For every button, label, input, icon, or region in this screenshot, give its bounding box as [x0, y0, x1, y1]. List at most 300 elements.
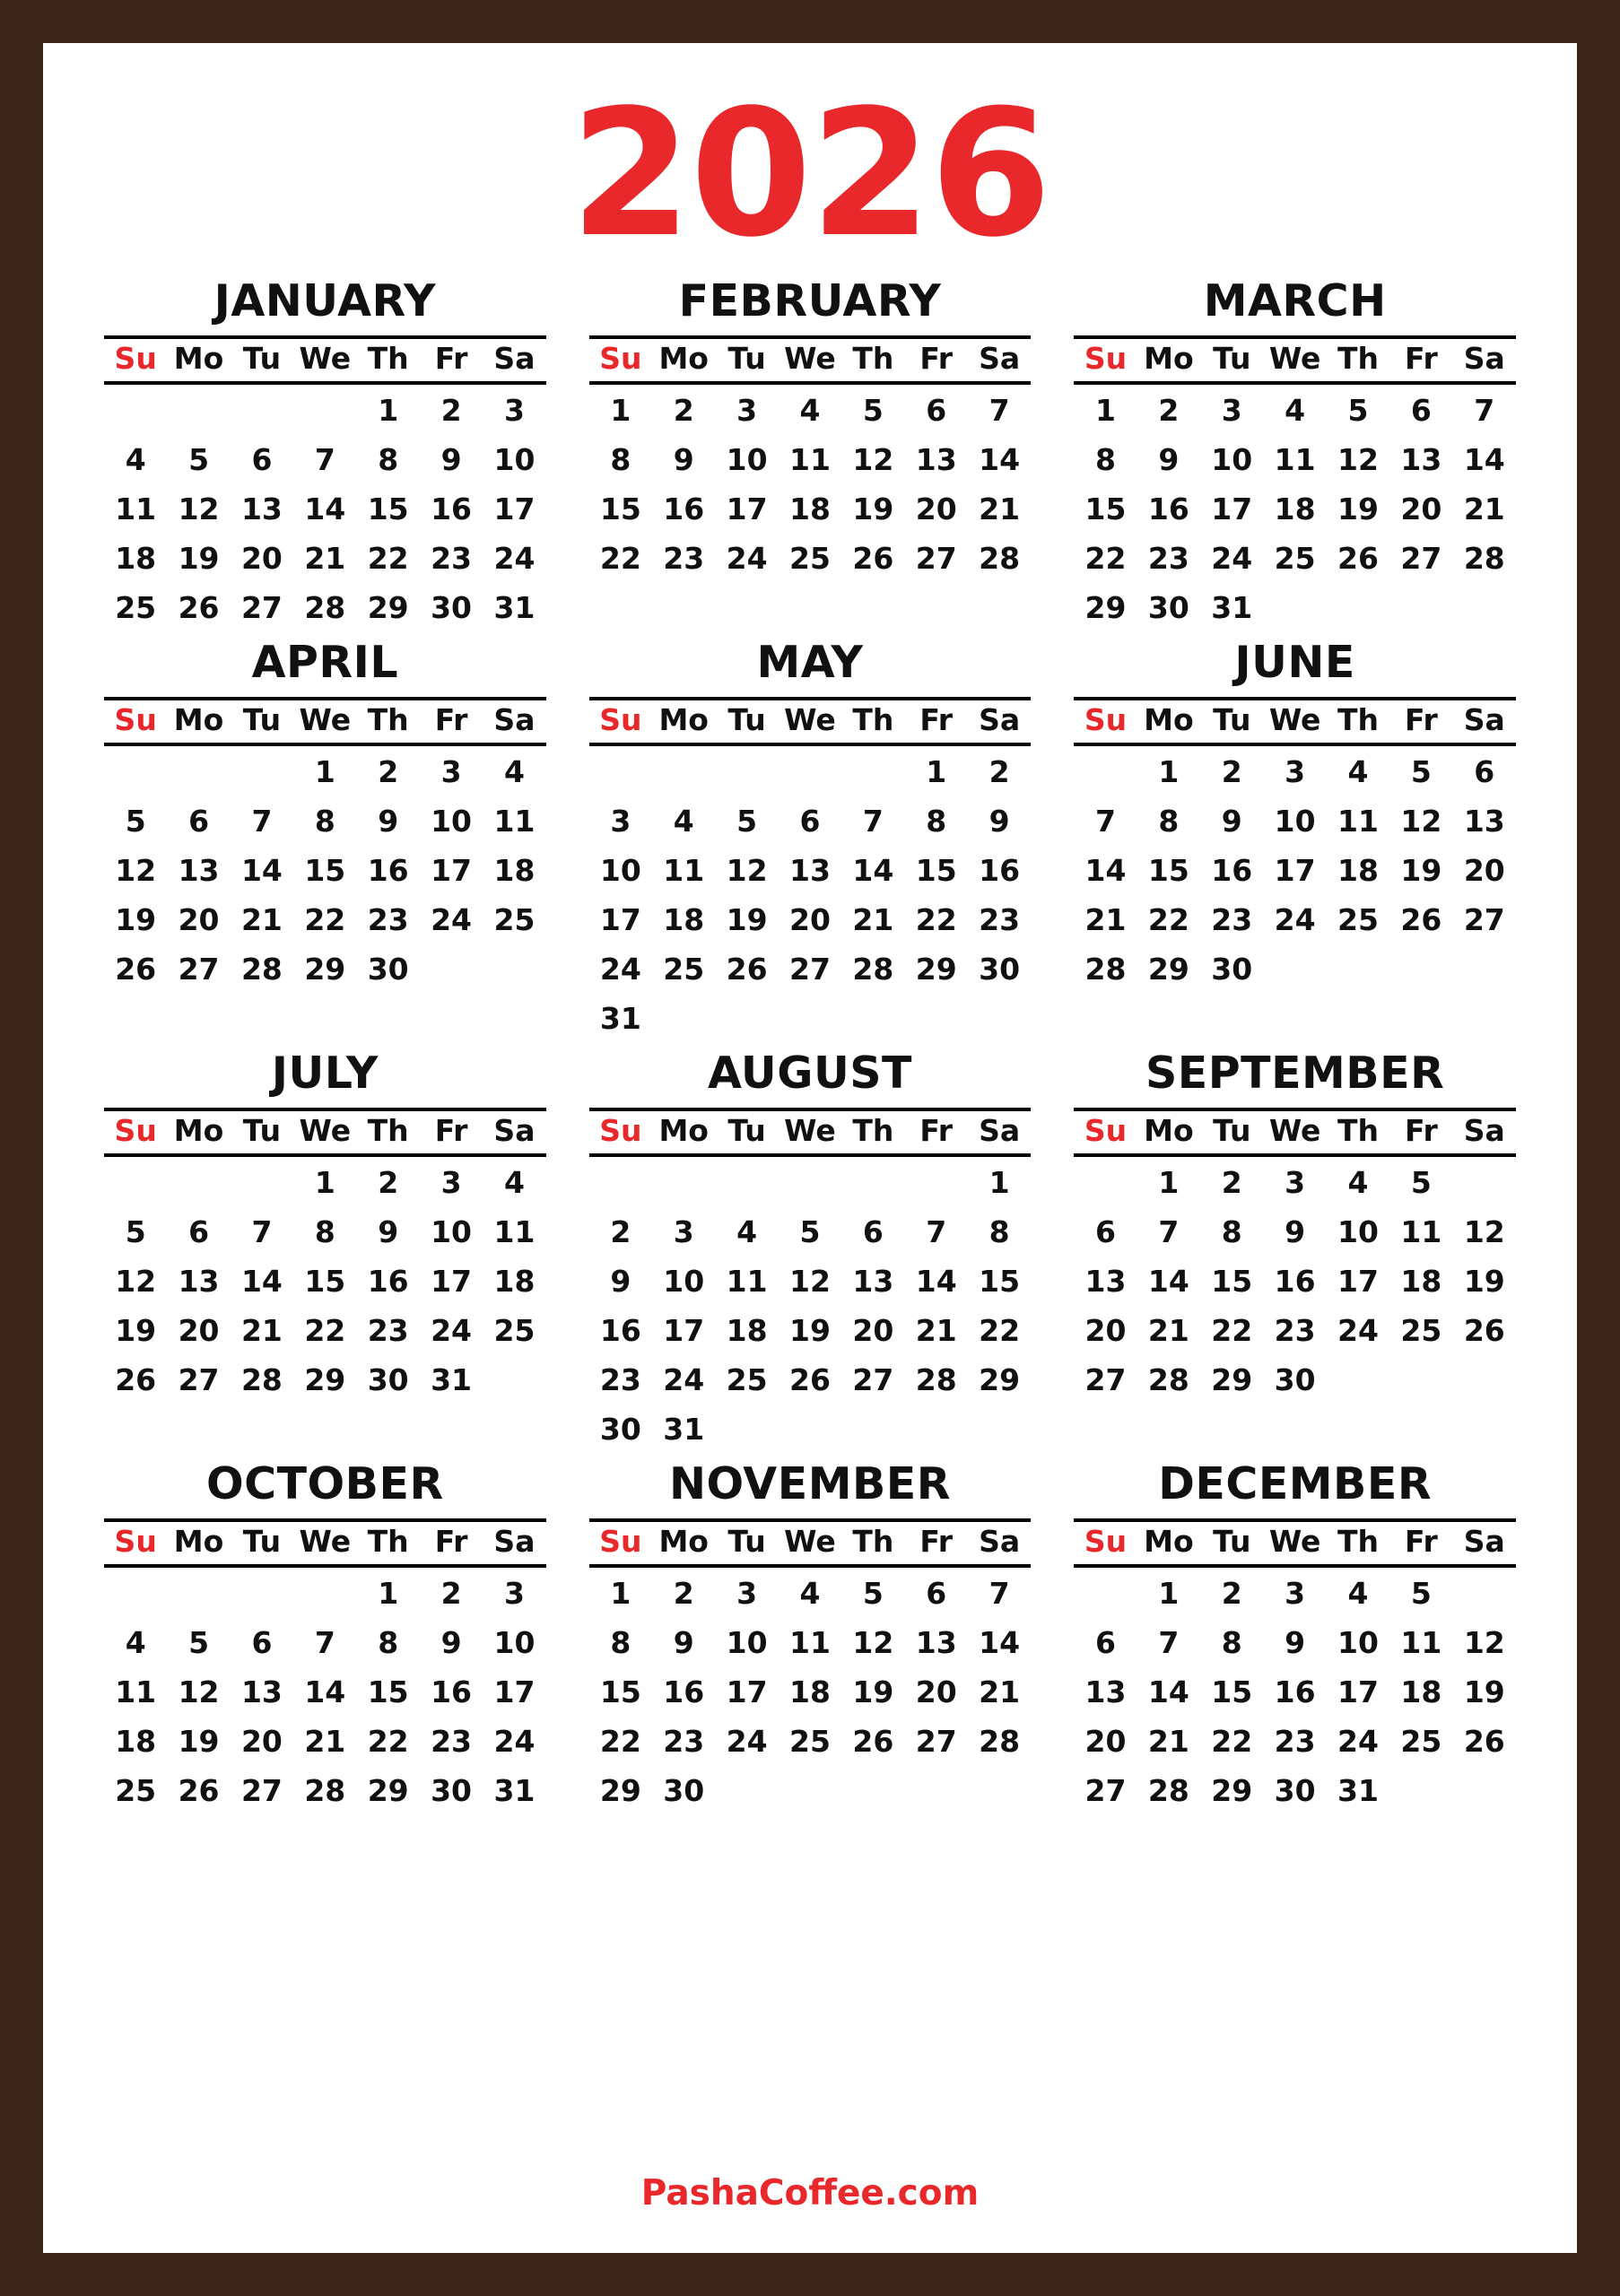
- day-cell[interactable]: 3: [736, 1575, 758, 1611]
- day-cell[interactable]: 12: [789, 1263, 831, 1299]
- day-cell[interactable]: 3: [503, 392, 525, 428]
- day-cell[interactable]: 16: [1274, 1674, 1316, 1709]
- day-cell[interactable]: 16: [1147, 491, 1189, 526]
- day-cell[interactable]: 30: [1274, 1361, 1316, 1397]
- day-cell[interactable]: 8: [378, 1624, 399, 1660]
- day-cell[interactable]: 14: [915, 1263, 957, 1299]
- day-cell[interactable]: 7: [314, 441, 335, 477]
- day-cell[interactable]: 27: [178, 1361, 220, 1397]
- day-cell[interactable]: 6: [926, 392, 947, 428]
- day-cell[interactable]: 4: [799, 392, 821, 428]
- day-cell[interactable]: 29: [979, 1361, 1021, 1397]
- day-cell[interactable]: 12: [1337, 441, 1379, 477]
- day-cell[interactable]: 5: [1410, 753, 1432, 789]
- day-cell[interactable]: 19: [178, 1723, 220, 1759]
- day-cell[interactable]: 23: [431, 540, 473, 576]
- day-cell[interactable]: 21: [1084, 901, 1127, 937]
- day-cell[interactable]: 7: [1095, 803, 1116, 839]
- day-cell[interactable]: 13: [915, 441, 957, 477]
- day-cell[interactable]: 25: [726, 1361, 768, 1397]
- day-cell[interactable]: 4: [799, 1575, 821, 1611]
- day-cell[interactable]: 28: [979, 1723, 1021, 1759]
- day-cell[interactable]: 17: [1211, 491, 1253, 526]
- day-cell[interactable]: 7: [989, 392, 1010, 428]
- day-cell[interactable]: 12: [726, 852, 768, 888]
- day-cell[interactable]: 19: [115, 901, 157, 937]
- day-cell[interactable]: 17: [493, 491, 536, 526]
- day-cell[interactable]: 2: [1221, 1164, 1242, 1200]
- day-cell[interactable]: 19: [726, 901, 768, 937]
- day-cell[interactable]: 23: [979, 901, 1021, 937]
- day-cell[interactable]: 17: [726, 1674, 768, 1709]
- day-cell[interactable]: 14: [304, 1674, 346, 1709]
- day-cell[interactable]: 27: [915, 540, 957, 576]
- day-cell[interactable]: 19: [1463, 1674, 1505, 1709]
- day-cell[interactable]: 15: [1211, 1263, 1253, 1299]
- day-cell[interactable]: 3: [440, 753, 462, 789]
- day-cell[interactable]: 12: [115, 1263, 157, 1299]
- day-cell[interactable]: 7: [1158, 1624, 1180, 1660]
- day-cell[interactable]: 5: [125, 1213, 146, 1249]
- day-cell[interactable]: 16: [431, 491, 473, 526]
- day-cell[interactable]: 9: [610, 1263, 631, 1299]
- day-cell[interactable]: 16: [663, 1674, 705, 1709]
- day-cell[interactable]: 1: [989, 1164, 1010, 1200]
- day-cell[interactable]: 24: [1337, 1723, 1379, 1759]
- day-cell[interactable]: 31: [1211, 589, 1253, 625]
- day-cell[interactable]: 7: [989, 1575, 1010, 1611]
- day-cell[interactable]: 29: [1211, 1772, 1253, 1808]
- day-cell[interactable]: 9: [378, 803, 399, 839]
- day-cell[interactable]: 10: [726, 441, 768, 477]
- day-cell[interactable]: 11: [663, 852, 705, 888]
- day-cell[interactable]: 30: [1147, 589, 1189, 625]
- day-cell[interactable]: 4: [503, 1164, 525, 1200]
- day-cell[interactable]: 20: [915, 1674, 957, 1709]
- day-cell[interactable]: 28: [852, 951, 894, 987]
- day-cell[interactable]: 21: [915, 1312, 957, 1348]
- day-cell[interactable]: 11: [493, 1213, 536, 1249]
- day-cell[interactable]: 17: [431, 1263, 473, 1299]
- day-cell[interactable]: 14: [1147, 1263, 1189, 1299]
- day-cell[interactable]: 30: [431, 589, 473, 625]
- day-cell[interactable]: 18: [663, 901, 705, 937]
- day-cell[interactable]: 11: [1400, 1213, 1442, 1249]
- day-cell[interactable]: 3: [1221, 392, 1242, 428]
- day-cell[interactable]: 1: [926, 753, 947, 789]
- day-cell[interactable]: 2: [1221, 753, 1242, 789]
- day-cell[interactable]: 29: [1084, 589, 1127, 625]
- day-cell[interactable]: 5: [188, 441, 210, 477]
- day-cell[interactable]: 21: [1147, 1723, 1189, 1759]
- day-cell[interactable]: 2: [378, 753, 399, 789]
- day-cell[interactable]: 6: [862, 1213, 884, 1249]
- day-cell[interactable]: 26: [1463, 1723, 1505, 1759]
- day-cell[interactable]: 28: [1084, 951, 1127, 987]
- day-cell[interactable]: 13: [178, 852, 220, 888]
- day-cell[interactable]: 24: [493, 540, 536, 576]
- day-cell[interactable]: 19: [178, 540, 220, 576]
- day-cell[interactable]: 23: [367, 1312, 409, 1348]
- day-cell[interactable]: 19: [115, 1312, 157, 1348]
- day-cell[interactable]: 13: [240, 1674, 283, 1709]
- day-cell[interactable]: 24: [431, 901, 473, 937]
- day-cell[interactable]: 22: [367, 1723, 409, 1759]
- day-cell[interactable]: 24: [493, 1723, 536, 1759]
- day-cell[interactable]: 12: [1400, 803, 1442, 839]
- day-cell[interactable]: 18: [115, 540, 157, 576]
- day-cell[interactable]: 14: [979, 1624, 1021, 1660]
- day-cell[interactable]: 29: [304, 1361, 346, 1397]
- day-cell[interactable]: 28: [1147, 1772, 1189, 1808]
- day-cell[interactable]: 15: [1084, 491, 1127, 526]
- day-cell[interactable]: 28: [1463, 540, 1505, 576]
- day-cell[interactable]: 27: [852, 1361, 894, 1397]
- day-cell[interactable]: 8: [314, 803, 335, 839]
- day-cell[interactable]: 20: [789, 901, 831, 937]
- day-cell[interactable]: 6: [1095, 1624, 1116, 1660]
- day-cell[interactable]: 7: [251, 1213, 273, 1249]
- day-cell[interactable]: 1: [1158, 1164, 1180, 1200]
- day-cell[interactable]: 27: [1400, 540, 1442, 576]
- day-cell[interactable]: 3: [440, 1164, 462, 1200]
- day-cell[interactable]: 15: [367, 1674, 409, 1709]
- day-cell[interactable]: 23: [599, 1361, 641, 1397]
- day-cell[interactable]: 17: [599, 901, 641, 937]
- day-cell[interactable]: 11: [789, 1624, 831, 1660]
- day-cell[interactable]: 27: [789, 951, 831, 987]
- day-cell[interactable]: 12: [1463, 1624, 1505, 1660]
- day-cell[interactable]: 17: [1274, 852, 1316, 888]
- day-cell[interactable]: 8: [610, 441, 631, 477]
- day-cell[interactable]: 30: [1274, 1772, 1316, 1808]
- day-cell[interactable]: 2: [440, 1575, 462, 1611]
- day-cell[interactable]: 14: [304, 491, 346, 526]
- day-cell[interactable]: 15: [304, 1263, 346, 1299]
- day-cell[interactable]: 26: [1463, 1312, 1505, 1348]
- day-cell[interactable]: 1: [314, 1164, 335, 1200]
- day-cell[interactable]: 15: [599, 1674, 641, 1709]
- day-cell[interactable]: 4: [1347, 1164, 1369, 1200]
- day-cell[interactable]: 22: [915, 901, 957, 937]
- day-cell[interactable]: 11: [1274, 441, 1316, 477]
- day-cell[interactable]: 31: [1337, 1772, 1379, 1808]
- day-cell[interactable]: 18: [1400, 1263, 1442, 1299]
- day-cell[interactable]: 22: [1147, 901, 1189, 937]
- day-cell[interactable]: 31: [599, 1000, 641, 1036]
- day-cell[interactable]: 3: [610, 803, 631, 839]
- day-cell[interactable]: 20: [1084, 1723, 1127, 1759]
- day-cell[interactable]: 9: [1285, 1624, 1306, 1660]
- day-cell[interactable]: 19: [789, 1312, 831, 1348]
- day-cell[interactable]: 22: [979, 1312, 1021, 1348]
- day-cell[interactable]: 14: [240, 1263, 283, 1299]
- day-cell[interactable]: 8: [926, 803, 947, 839]
- day-cell[interactable]: 31: [493, 589, 536, 625]
- day-cell[interactable]: 31: [663, 1411, 705, 1447]
- day-cell[interactable]: 13: [852, 1263, 894, 1299]
- day-cell[interactable]: 22: [1084, 540, 1127, 576]
- day-cell[interactable]: 24: [663, 1361, 705, 1397]
- day-cell[interactable]: 2: [1221, 1575, 1242, 1611]
- day-cell[interactable]: 5: [125, 803, 146, 839]
- day-cell[interactable]: 15: [367, 491, 409, 526]
- day-cell[interactable]: 31: [493, 1772, 536, 1808]
- day-cell[interactable]: 1: [1158, 753, 1180, 789]
- day-cell[interactable]: 24: [431, 1312, 473, 1348]
- day-cell[interactable]: 5: [862, 392, 884, 428]
- day-cell[interactable]: 2: [440, 392, 462, 428]
- day-cell[interactable]: 1: [1095, 392, 1116, 428]
- day-cell[interactable]: 1: [610, 392, 631, 428]
- day-cell[interactable]: 5: [862, 1575, 884, 1611]
- day-cell[interactable]: 31: [431, 1361, 473, 1397]
- day-cell[interactable]: 15: [915, 852, 957, 888]
- day-cell[interactable]: 26: [178, 1772, 220, 1808]
- day-cell[interactable]: 8: [378, 441, 399, 477]
- day-cell[interactable]: 7: [251, 803, 273, 839]
- day-cell[interactable]: 22: [367, 540, 409, 576]
- day-cell[interactable]: 21: [852, 901, 894, 937]
- day-cell[interactable]: 28: [304, 1772, 346, 1808]
- day-cell[interactable]: 20: [1463, 852, 1505, 888]
- day-cell[interactable]: 14: [240, 852, 283, 888]
- day-cell[interactable]: 20: [915, 491, 957, 526]
- day-cell[interactable]: 7: [926, 1213, 947, 1249]
- day-cell[interactable]: 1: [1158, 1575, 1180, 1611]
- day-cell[interactable]: 25: [1400, 1723, 1442, 1759]
- day-cell[interactable]: 2: [673, 1575, 694, 1611]
- day-cell[interactable]: 26: [726, 951, 768, 987]
- day-cell[interactable]: 10: [663, 1263, 705, 1299]
- day-cell[interactable]: 18: [493, 852, 536, 888]
- day-cell[interactable]: 4: [125, 1624, 146, 1660]
- day-cell[interactable]: 13: [1463, 803, 1505, 839]
- day-cell[interactable]: 25: [789, 540, 831, 576]
- day-cell[interactable]: 1: [378, 392, 399, 428]
- day-cell[interactable]: 3: [1285, 1164, 1306, 1200]
- day-cell[interactable]: 18: [789, 1674, 831, 1709]
- day-cell[interactable]: 3: [1285, 753, 1306, 789]
- day-cell[interactable]: 14: [979, 441, 1021, 477]
- day-cell[interactable]: 29: [304, 951, 346, 987]
- day-cell[interactable]: 16: [1211, 852, 1253, 888]
- day-cell[interactable]: 14: [852, 852, 894, 888]
- day-cell[interactable]: 15: [304, 852, 346, 888]
- day-cell[interactable]: 29: [599, 1772, 641, 1808]
- day-cell[interactable]: 18: [1274, 491, 1316, 526]
- day-cell[interactable]: 21: [1147, 1312, 1189, 1348]
- day-cell[interactable]: 13: [1084, 1263, 1127, 1299]
- day-cell[interactable]: 20: [178, 901, 220, 937]
- day-cell[interactable]: 9: [1221, 803, 1242, 839]
- day-cell[interactable]: 27: [1084, 1361, 1127, 1397]
- day-cell[interactable]: 2: [673, 392, 694, 428]
- day-cell[interactable]: 1: [378, 1575, 399, 1611]
- day-cell[interactable]: 26: [178, 589, 220, 625]
- day-cell[interactable]: 13: [789, 852, 831, 888]
- day-cell[interactable]: 4: [736, 1213, 758, 1249]
- day-cell[interactable]: 12: [852, 1624, 894, 1660]
- day-cell[interactable]: 29: [1147, 951, 1189, 987]
- day-cell[interactable]: 24: [1337, 1312, 1379, 1348]
- day-cell[interactable]: 10: [493, 1624, 536, 1660]
- day-cell[interactable]: 22: [1211, 1723, 1253, 1759]
- day-cell[interactable]: 15: [979, 1263, 1021, 1299]
- day-cell[interactable]: 7: [1474, 392, 1495, 428]
- day-cell[interactable]: 17: [663, 1312, 705, 1348]
- day-cell[interactable]: 4: [1347, 753, 1369, 789]
- day-cell[interactable]: 25: [1400, 1312, 1442, 1348]
- day-cell[interactable]: 10: [1211, 441, 1253, 477]
- day-cell[interactable]: 7: [862, 803, 884, 839]
- day-cell[interactable]: 21: [1463, 491, 1505, 526]
- day-cell[interactable]: 5: [1347, 392, 1369, 428]
- day-cell[interactable]: 29: [367, 1772, 409, 1808]
- day-cell[interactable]: 18: [789, 491, 831, 526]
- day-cell[interactable]: 3: [673, 1213, 694, 1249]
- day-cell[interactable]: 2: [378, 1164, 399, 1200]
- day-cell[interactable]: 3: [503, 1575, 525, 1611]
- day-cell[interactable]: 19: [1400, 852, 1442, 888]
- day-cell[interactable]: 14: [1463, 441, 1505, 477]
- day-cell[interactable]: 16: [1274, 1263, 1316, 1299]
- day-cell[interactable]: 9: [673, 1624, 694, 1660]
- day-cell[interactable]: 11: [1400, 1624, 1442, 1660]
- day-cell[interactable]: 11: [726, 1263, 768, 1299]
- day-cell[interactable]: 8: [314, 1213, 335, 1249]
- day-cell[interactable]: 9: [989, 803, 1010, 839]
- day-cell[interactable]: 5: [1410, 1164, 1432, 1200]
- day-cell[interactable]: 26: [852, 540, 894, 576]
- day-cell[interactable]: 30: [663, 1772, 705, 1808]
- day-cell[interactable]: 9: [378, 1213, 399, 1249]
- day-cell[interactable]: 4: [1347, 1575, 1369, 1611]
- day-cell[interactable]: 25: [789, 1723, 831, 1759]
- day-cell[interactable]: 8: [1095, 441, 1116, 477]
- day-cell[interactable]: 12: [115, 852, 157, 888]
- day-cell[interactable]: 21: [979, 491, 1021, 526]
- day-cell[interactable]: 18: [1400, 1674, 1442, 1709]
- day-cell[interactable]: 12: [178, 491, 220, 526]
- day-cell[interactable]: 10: [1274, 803, 1316, 839]
- day-cell[interactable]: 6: [1474, 753, 1495, 789]
- day-cell[interactable]: 25: [493, 901, 536, 937]
- day-cell[interactable]: 30: [367, 1361, 409, 1397]
- day-cell[interactable]: 24: [726, 1723, 768, 1759]
- day-cell[interactable]: 9: [440, 1624, 462, 1660]
- day-cell[interactable]: 9: [673, 441, 694, 477]
- day-cell[interactable]: 19: [852, 491, 894, 526]
- day-cell[interactable]: 20: [852, 1312, 894, 1348]
- day-cell[interactable]: 13: [1400, 441, 1442, 477]
- day-cell[interactable]: 21: [304, 540, 346, 576]
- day-cell[interactable]: 10: [599, 852, 641, 888]
- day-cell[interactable]: 23: [1274, 1723, 1316, 1759]
- day-cell[interactable]: 6: [251, 441, 273, 477]
- day-cell[interactable]: 17: [1337, 1263, 1379, 1299]
- day-cell[interactable]: 8: [989, 1213, 1010, 1249]
- day-cell[interactable]: 12: [1463, 1213, 1505, 1249]
- day-cell[interactable]: 18: [726, 1312, 768, 1348]
- day-cell[interactable]: 29: [915, 951, 957, 987]
- day-cell[interactable]: 24: [726, 540, 768, 576]
- day-cell[interactable]: 9: [1158, 441, 1180, 477]
- day-cell[interactable]: 28: [240, 1361, 283, 1397]
- day-cell[interactable]: 11: [1337, 803, 1379, 839]
- day-cell[interactable]: 2: [610, 1213, 631, 1249]
- day-cell[interactable]: 19: [852, 1674, 894, 1709]
- day-cell[interactable]: 17: [1337, 1674, 1379, 1709]
- day-cell[interactable]: 23: [663, 1723, 705, 1759]
- day-cell[interactable]: 27: [178, 951, 220, 987]
- day-cell[interactable]: 30: [599, 1411, 641, 1447]
- day-cell[interactable]: 30: [431, 1772, 473, 1808]
- day-cell[interactable]: 26: [115, 951, 157, 987]
- day-cell[interactable]: 20: [240, 1723, 283, 1759]
- day-cell[interactable]: 20: [178, 1312, 220, 1348]
- day-cell[interactable]: 11: [493, 803, 536, 839]
- day-cell[interactable]: 16: [979, 852, 1021, 888]
- day-cell[interactable]: 13: [915, 1624, 957, 1660]
- day-cell[interactable]: 13: [240, 491, 283, 526]
- day-cell[interactable]: 4: [503, 753, 525, 789]
- day-cell[interactable]: 28: [240, 951, 283, 987]
- day-cell[interactable]: 4: [1285, 392, 1306, 428]
- day-cell[interactable]: 5: [188, 1624, 210, 1660]
- day-cell[interactable]: 9: [440, 441, 462, 477]
- day-cell[interactable]: 25: [115, 1772, 157, 1808]
- day-cell[interactable]: 11: [789, 441, 831, 477]
- day-cell[interactable]: 5: [736, 803, 758, 839]
- day-cell[interactable]: 23: [367, 901, 409, 937]
- day-cell[interactable]: 10: [431, 803, 473, 839]
- day-cell[interactable]: 28: [979, 540, 1021, 576]
- day-cell[interactable]: 12: [178, 1674, 220, 1709]
- day-cell[interactable]: 18: [115, 1723, 157, 1759]
- day-cell[interactable]: 30: [367, 951, 409, 987]
- day-cell[interactable]: 10: [1337, 1213, 1379, 1249]
- day-cell[interactable]: 28: [1147, 1361, 1189, 1397]
- day-cell[interactable]: 8: [1158, 803, 1180, 839]
- day-cell[interactable]: 23: [431, 1723, 473, 1759]
- day-cell[interactable]: 10: [493, 441, 536, 477]
- day-cell[interactable]: 24: [1274, 901, 1316, 937]
- day-cell[interactable]: 6: [1095, 1213, 1116, 1249]
- day-cell[interactable]: 13: [178, 1263, 220, 1299]
- day-cell[interactable]: 16: [367, 852, 409, 888]
- day-cell[interactable]: 14: [1084, 852, 1127, 888]
- day-cell[interactable]: 25: [663, 951, 705, 987]
- day-cell[interactable]: 2: [989, 753, 1010, 789]
- day-cell[interactable]: 7: [1158, 1213, 1180, 1249]
- day-cell[interactable]: 8: [1221, 1213, 1242, 1249]
- day-cell[interactable]: 25: [1337, 901, 1379, 937]
- day-cell[interactable]: 22: [599, 1723, 641, 1759]
- day-cell[interactable]: 6: [251, 1624, 273, 1660]
- day-cell[interactable]: 27: [1463, 901, 1505, 937]
- day-cell[interactable]: 29: [1211, 1361, 1253, 1397]
- day-cell[interactable]: 4: [673, 803, 694, 839]
- day-cell[interactable]: 1: [314, 753, 335, 789]
- day-cell[interactable]: 11: [115, 491, 157, 526]
- day-cell[interactable]: 14: [1147, 1674, 1189, 1709]
- day-cell[interactable]: 24: [599, 951, 641, 987]
- day-cell[interactable]: 1: [610, 1575, 631, 1611]
- day-cell[interactable]: 19: [1337, 491, 1379, 526]
- day-cell[interactable]: 10: [726, 1624, 768, 1660]
- day-cell[interactable]: 22: [304, 1312, 346, 1348]
